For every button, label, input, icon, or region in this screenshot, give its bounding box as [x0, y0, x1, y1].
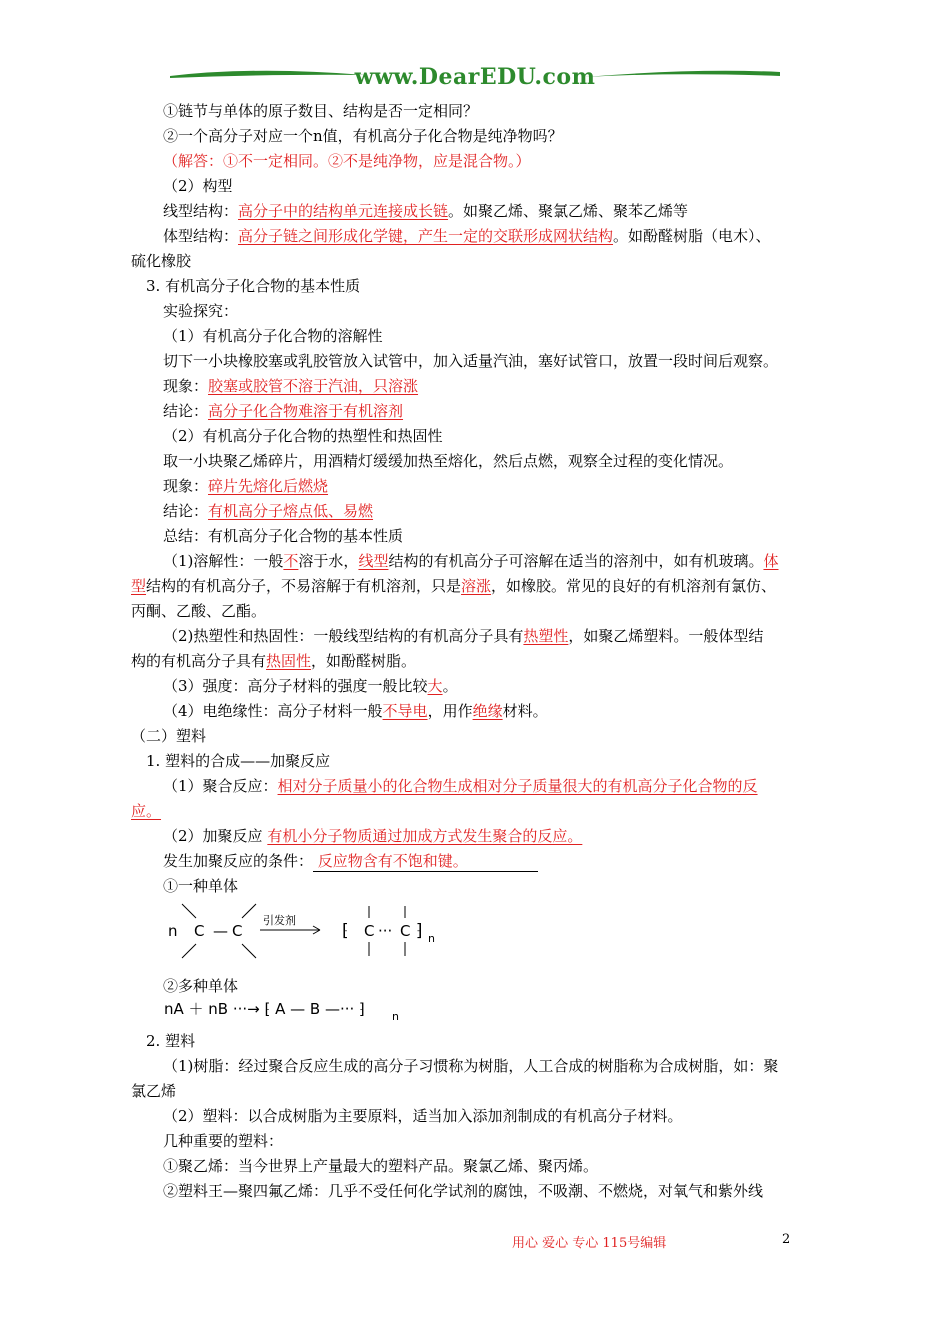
text-line: 硫化橡胶 [131, 252, 192, 270]
text: （4）电绝缘性：高分子材料一般 [163, 702, 383, 720]
text-line [163, 226, 771, 246]
label: （1）聚合反应： [163, 777, 278, 795]
answer-fill: 不导电 [382, 702, 428, 720]
label: 体型结构： [163, 227, 239, 245]
text-line: （2）有机高分子化合物的热塑性和热固性 [163, 427, 443, 445]
text-line: （2）构型 [163, 177, 233, 195]
answer-fill: 线型 [358, 552, 389, 570]
page-number: 2 [782, 1232, 791, 1247]
text: （2)热塑性和热固性：一般线型结构的有机高分子具有 [163, 627, 524, 645]
answer-fill: 高分子链之间形成化学键，产生一定的交联形成网状结构 [238, 227, 614, 245]
text: 。如聚乙烯、聚氯乙烯、聚苯乙烯等 [448, 202, 689, 220]
label: 结论： [163, 402, 209, 420]
answer-fill: 有机高分子熔点低、易燃 [208, 502, 374, 520]
text-line: ②一个高分子对应一个n值，有机高分子化合物是纯净物吗？ [163, 127, 563, 145]
single-monomer-equation [160, 898, 460, 968]
bond-line [242, 944, 256, 958]
answer-line: （解答：①不一定相同。②不是纯净物，应是混合物。） [163, 152, 531, 170]
text-line: ①链节与单体的原子数目、结构是否一定相同？ [163, 102, 479, 120]
answer-fill: 反应物含有不饱和键。 [317, 852, 468, 870]
carbon-atom: C [364, 922, 375, 940]
carbon-atom: C [400, 922, 411, 940]
label: （2）加聚反应 [163, 827, 263, 845]
text: （3）强度：高分子材料的强度一般比较 [163, 677, 428, 695]
site-header [165, 62, 785, 92]
label: 发生加聚反应的条件： [163, 852, 314, 870]
text-line: 丙酮、乙酸、乙酯。 [131, 602, 267, 620]
answer-fill: 相对分子质量小的化合物生成相对分子质量很大的有机高分子化合物的反 [277, 777, 758, 795]
bond-line [182, 904, 196, 918]
text: 溶于水， [298, 552, 359, 570]
subscript-n: n [428, 932, 435, 945]
bond-dots: ··· [378, 922, 393, 940]
carbon-atom: C [194, 922, 205, 940]
section-heading: 1. 塑料的合成——加聚反应 [146, 752, 331, 770]
text-line: 实验探究： [163, 302, 239, 320]
text-line [163, 851, 538, 872]
text: 材料。 [502, 702, 548, 720]
bracket-open: ⁅ [342, 921, 349, 941]
text: 。如酚醛树脂（电木）、 [613, 227, 771, 245]
text: ，如聚乙烯塑料。一般体型结 [568, 627, 764, 645]
answer-fill: 热塑性 [523, 627, 569, 645]
carbon-atom: C [232, 922, 243, 940]
label: 结论： [163, 502, 209, 520]
text-line [163, 201, 688, 221]
answer-fill: 大 [427, 677, 443, 695]
text-line: 氯乙烯 [131, 1082, 177, 1100]
text-line: ①聚乙烯：当今世界上产量最大的塑料产品。聚氯乙烯、聚丙烯。 [163, 1157, 599, 1175]
section-heading: （二）塑料 [131, 727, 207, 745]
answer-fill: 溶涨 [461, 577, 492, 595]
text-line: ②塑料王—聚四氟乙烯：几乎不受任何化学试剂的腐蚀，不吸潮、不燃烧，对氧气和紫外线 [163, 1182, 764, 1200]
text: 结构的有机高分子可溶解在适当的溶剂中，如有机玻璃。 [388, 552, 764, 570]
label: 线型结构： [163, 202, 239, 220]
text-line [163, 826, 582, 846]
answer-fill: 碎片先熔化后燃烧 [208, 477, 329, 495]
answer-fill: 胶塞或胶管不溶于汽油，只溶涨 [208, 377, 419, 395]
catalyst-label: 引发剂 [263, 914, 296, 927]
text-line [163, 501, 373, 521]
text: 。 [442, 677, 458, 695]
text-line [163, 776, 758, 796]
multi-monomer-equation [160, 996, 420, 1024]
text: ，用作 [427, 702, 473, 720]
bond-line [182, 944, 196, 958]
text-line [131, 576, 776, 596]
answer-fill: 型 [131, 577, 147, 595]
text-line [131, 801, 161, 821]
answer-fill: 不 [283, 552, 299, 570]
answer-fill: 高分子中的结构单元连接成长链 [238, 202, 449, 220]
text: 结构的有机高分子，不易溶解于有机溶剂，只是 [146, 577, 462, 595]
text-line: 取一小块聚乙烯碎片，用酒精灯缓缓加热至熔化，然后点燃，观察全过程的变化情况。 [163, 452, 734, 470]
section-heading: 3. 有机高分子化合物的基本性质 [146, 277, 361, 295]
text-line [163, 701, 548, 721]
footer-text: 用心 爱心 专心 115号编辑 [512, 1236, 667, 1251]
text-line: ①一种单体 [163, 877, 239, 895]
text: （1)溶解性：一般 [163, 552, 284, 570]
label: 现象： [163, 377, 209, 395]
coefficient: n [168, 922, 178, 940]
equation-text: nA ＋ nB ···→ ⁅ A — B —··· ⁆ [164, 1000, 365, 1018]
text-line [163, 401, 403, 421]
text-line [163, 476, 328, 496]
answer-fill: 应。 [131, 802, 162, 820]
bracket-close: ⁆ [416, 921, 423, 941]
label: 现象： [163, 477, 209, 495]
text-line: （2）塑料：以合成树脂为主要原料，适当加入添加剂制成的有机高分子材料。 [163, 1107, 683, 1125]
answer-fill: 高分子化合物难溶于有机溶剂 [208, 402, 404, 420]
answer-fill: 热固性 [266, 652, 312, 670]
text: ，如酚醛树脂。 [311, 652, 417, 670]
answer-fill: 绝缘 [472, 702, 503, 720]
text-line: 几种重要的塑料： [163, 1132, 284, 1150]
text-line: ②多种单体 [163, 977, 239, 995]
answer-fill: 体 [763, 552, 779, 570]
text-line: 总结：有机高分子化合物的基本性质 [163, 527, 404, 545]
answer-fill: 有机小分子物质通过加成方式发生聚合的反应。 [267, 827, 583, 845]
text-line: （1）有机高分子化合物的溶解性 [163, 327, 383, 345]
text-line [163, 626, 763, 646]
answer-blank [313, 851, 538, 872]
text-line: 切下一小块橡胶塞或乳胶管放入试管中，加入适量汽油，塞好试管口，放置一段时间后观察。 [163, 352, 779, 370]
text: ，如橡胶。常见的良好的有机溶剂有氯仿、 [491, 577, 777, 595]
text-line [163, 676, 458, 696]
section-heading: 2. 塑料 [146, 1032, 196, 1050]
subscript-n: n [392, 1010, 399, 1023]
text-line: （1)树脂：经过聚合反应生成的高分子习惯称为树脂，人工合成的树脂称为合成树脂，如：聚 [163, 1057, 779, 1075]
text-line [163, 551, 778, 571]
double-bond: — [213, 922, 228, 940]
bond-line [242, 904, 256, 918]
text: 构的有机高分子具有 [131, 652, 267, 670]
site-name[interactable]: www.DearEDU.com [354, 64, 596, 90]
text-line [163, 376, 418, 396]
text-line [131, 651, 416, 671]
